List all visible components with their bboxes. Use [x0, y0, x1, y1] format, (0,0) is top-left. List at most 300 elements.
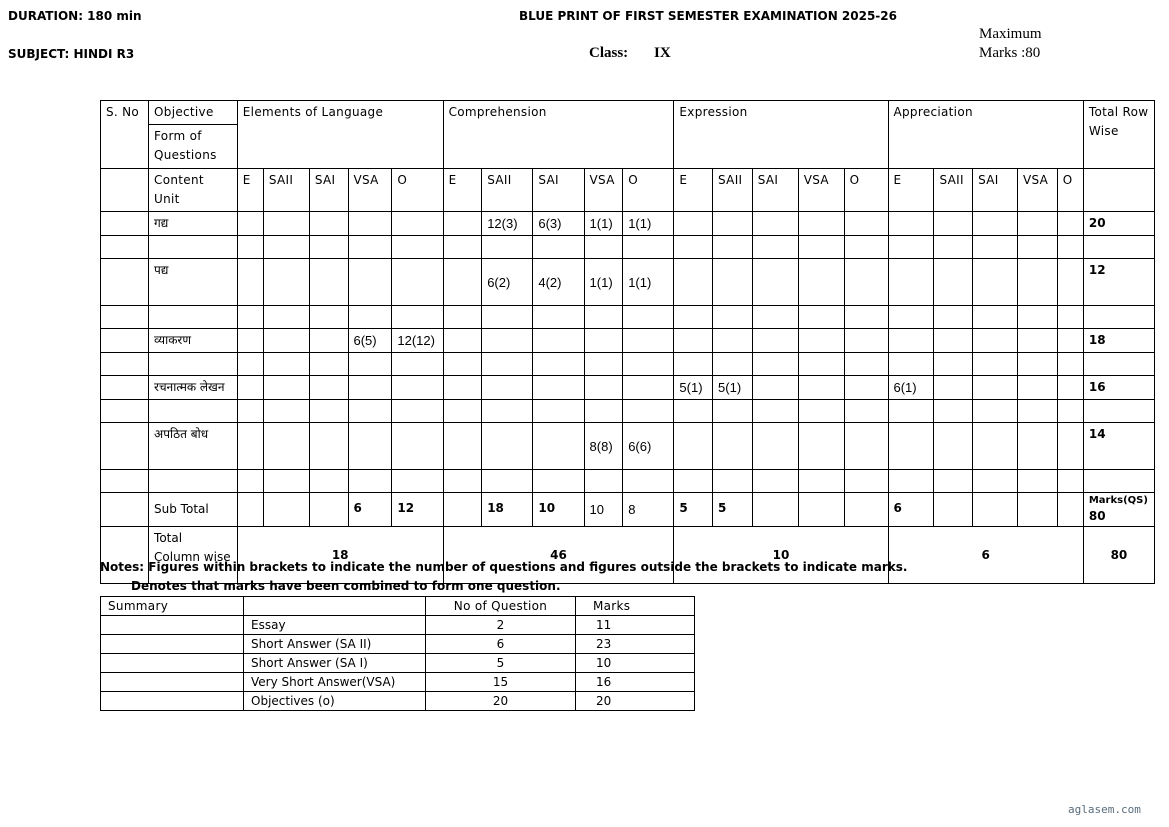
objective-header	[149, 101, 238, 169]
empty-cell	[1057, 353, 1083, 376]
mark-cell: 6(5)	[348, 329, 392, 353]
row-total: 14	[1083, 423, 1154, 470]
subtotal-cell	[798, 493, 844, 527]
no-of-question-header: No of Question	[426, 597, 576, 616]
empty-cell	[443, 470, 482, 493]
empty-cell	[533, 400, 584, 423]
mark-cell	[237, 423, 263, 470]
section-total-elements-of-language: 18	[237, 527, 443, 584]
empty-cell	[888, 400, 934, 423]
mark-cell	[1057, 376, 1083, 400]
empty-cell	[623, 236, 674, 259]
row-total: 12	[1083, 259, 1154, 306]
subcol-header-vsa: VSA	[348, 169, 392, 212]
empty-cell	[888, 306, 934, 329]
mark-cell: 6(3)	[533, 212, 584, 236]
empty-cell	[482, 236, 533, 259]
section-total-comprehension: 46	[443, 527, 674, 584]
mark-cell	[798, 259, 844, 306]
empty-cell	[1083, 353, 1154, 376]
empty-cell	[482, 306, 533, 329]
row-total: 20	[1083, 212, 1154, 236]
summary-header-row	[101, 597, 695, 616]
empty-cell	[752, 400, 798, 423]
mark-cell	[533, 423, 584, 470]
mark-cell	[482, 376, 533, 400]
sno-cell	[101, 259, 149, 306]
empty-cell	[844, 306, 888, 329]
mark-cell	[1057, 259, 1083, 306]
section-header-appreciation: Appreciation	[888, 101, 1083, 169]
empty-cell	[392, 400, 443, 423]
total-column-row	[101, 527, 1155, 584]
spacer-row	[101, 400, 1155, 423]
mark-cell	[392, 376, 443, 400]
empty-cell	[309, 306, 348, 329]
summary-table	[100, 596, 695, 711]
sno-cell	[101, 493, 149, 527]
empty-cell	[934, 400, 973, 423]
subtotal-cell: 6	[888, 493, 934, 527]
subtotal-cell: 5	[713, 493, 753, 527]
sno-cell	[101, 376, 149, 400]
empty-cell	[973, 236, 1018, 259]
empty-cell	[533, 353, 584, 376]
mark-cell	[443, 423, 482, 470]
summary-blank-cell	[101, 692, 244, 711]
empty-cell	[101, 353, 149, 376]
subtotal-cell: 8	[623, 493, 674, 527]
subcol-header-vsa: VSA	[798, 169, 844, 212]
empty-cell	[1057, 400, 1083, 423]
empty-cell	[237, 236, 263, 259]
subtotal-label: Sub Total	[149, 493, 238, 527]
subtotal-cell	[443, 493, 482, 527]
empty-cell	[584, 353, 623, 376]
empty-cell	[584, 470, 623, 493]
mark-cell	[237, 376, 263, 400]
empty-cell	[101, 400, 149, 423]
class-label: Class:	[589, 45, 629, 61]
mark-cell	[1018, 423, 1058, 470]
content-unit-label: रचनात्मक लेखन	[149, 376, 238, 400]
summary-row	[101, 673, 695, 692]
empty-cell	[844, 236, 888, 259]
empty-cell	[1018, 400, 1058, 423]
mark-cell	[973, 259, 1018, 306]
subtotal-cell	[1057, 493, 1083, 527]
spacer-row	[101, 353, 1155, 376]
empty-cell	[888, 236, 934, 259]
mark-cell	[973, 423, 1018, 470]
empty-cell	[1057, 236, 1083, 259]
sno-cell	[101, 423, 149, 470]
empty-cell	[309, 353, 348, 376]
mark-cell	[392, 259, 443, 306]
subtotal-cell	[844, 493, 888, 527]
grand-total: 80	[1083, 527, 1154, 584]
subtotal-cell	[1018, 493, 1058, 527]
question-type: Essay	[244, 616, 426, 635]
max-marks-line2: Marks :80	[979, 45, 1041, 61]
form-of-questions-label: Form of Questions	[154, 129, 217, 162]
subtotal-cell: 5	[674, 493, 713, 527]
spacer-row	[101, 236, 1155, 259]
sno-cell	[101, 212, 149, 236]
empty-cell	[973, 306, 1018, 329]
mark-cell	[798, 376, 844, 400]
empty-cell	[443, 400, 482, 423]
empty-cell	[392, 470, 443, 493]
mark-cell	[844, 259, 888, 306]
question-marks: 20	[576, 692, 695, 711]
empty-cell	[973, 470, 1018, 493]
mark-cell	[844, 329, 888, 353]
subcol-header-saii: SAII	[263, 169, 309, 212]
mark-cell	[713, 212, 753, 236]
mark-cell	[237, 259, 263, 306]
content-row	[101, 212, 1155, 236]
mark-cell	[973, 212, 1018, 236]
marks-qs-value: 80	[1088, 509, 1106, 523]
mark-cell	[888, 329, 934, 353]
mark-cell	[752, 329, 798, 353]
empty-cell	[263, 470, 309, 493]
subtotal-cell: 10	[533, 493, 584, 527]
empty-cell	[674, 470, 713, 493]
empty-cell	[482, 400, 533, 423]
mark-cell	[844, 423, 888, 470]
subcol-header-sai: SAI	[752, 169, 798, 212]
summary-header: Summary	[101, 597, 244, 616]
empty-cell	[973, 400, 1018, 423]
empty-cell	[149, 236, 238, 259]
mark-cell	[973, 329, 1018, 353]
mark-cell	[623, 376, 674, 400]
subject-label: SUBJECT: HINDI R3	[8, 47, 135, 61]
question-type: Short Answer (SA II)	[244, 635, 426, 654]
empty-cell	[348, 470, 392, 493]
question-type: Objectives (o)	[244, 692, 426, 711]
duration-label: DURATION: 180 min	[8, 9, 142, 23]
subheader-row	[101, 169, 1155, 212]
empty-cell	[533, 236, 584, 259]
empty-cell	[482, 470, 533, 493]
empty-cell	[973, 353, 1018, 376]
mark-cell	[674, 423, 713, 470]
marks-header: Marks	[576, 597, 695, 616]
empty-cell	[934, 236, 973, 259]
question-count: 20	[426, 692, 576, 711]
empty-cell	[752, 236, 798, 259]
empty-cell	[101, 470, 149, 493]
empty-cell	[584, 236, 623, 259]
sno-header: S. No	[101, 101, 149, 169]
subtotal-cell	[309, 493, 348, 527]
question-type: Very Short Answer(VSA)	[244, 673, 426, 692]
mark-cell	[1057, 329, 1083, 353]
mark-cell: 1(1)	[623, 259, 674, 306]
section-total-appreciation: 6	[888, 527, 1083, 584]
subtotal-cell	[263, 493, 309, 527]
content-unit-label: गद्य	[149, 212, 238, 236]
empty-cell	[309, 470, 348, 493]
mark-cell	[934, 259, 973, 306]
empty-cell	[888, 353, 934, 376]
empty-cell	[1083, 306, 1154, 329]
mark-cell	[309, 376, 348, 400]
mark-cell	[443, 376, 482, 400]
summary-row	[101, 654, 695, 673]
empty-cell	[752, 353, 798, 376]
subcol-header-saii: SAII	[713, 169, 753, 212]
mark-cell	[263, 423, 309, 470]
watermark: aglasem.com	[1068, 803, 1141, 816]
empty-cell	[237, 470, 263, 493]
empty-cell	[443, 236, 482, 259]
summary-header-blank	[244, 597, 426, 616]
empty-cell	[713, 400, 753, 423]
mark-cell	[309, 423, 348, 470]
content-unit-label: व्याकरण	[149, 329, 238, 353]
empty-cell	[674, 306, 713, 329]
max-marks-line1: Maximum	[979, 26, 1042, 42]
empty-cell	[934, 470, 973, 493]
mark-cell: 1(1)	[623, 212, 674, 236]
sno-cell	[101, 169, 149, 212]
mark-cell	[674, 259, 713, 306]
empty-cell	[309, 236, 348, 259]
mark-cell	[934, 423, 973, 470]
mark-cell	[752, 423, 798, 470]
summary-blank-cell	[101, 654, 244, 673]
empty-cell	[348, 353, 392, 376]
mark-cell	[888, 259, 934, 306]
mark-cell	[623, 329, 674, 353]
empty-cell	[752, 470, 798, 493]
mark-cell	[309, 329, 348, 353]
mark-cell: 6(6)	[623, 423, 674, 470]
content-unit-label: अपठित बोध	[149, 423, 238, 470]
mark-cell	[309, 259, 348, 306]
mark-cell	[263, 212, 309, 236]
subcol-header-vsa: VSA	[584, 169, 623, 212]
mark-cell	[713, 423, 753, 470]
subtotal-cell: 12	[392, 493, 443, 527]
sno-cell	[101, 527, 149, 584]
mark-cell	[584, 376, 623, 400]
mark-cell	[443, 329, 482, 353]
mark-cell	[798, 423, 844, 470]
empty-cell	[713, 236, 753, 259]
empty-cell	[623, 353, 674, 376]
total-row-wise-header: Total Row Wise	[1083, 101, 1154, 169]
mark-cell	[263, 329, 309, 353]
empty-cell	[623, 470, 674, 493]
empty-cell	[443, 306, 482, 329]
subcol-header-e: E	[674, 169, 713, 212]
subcol-header-o: O	[844, 169, 888, 212]
question-marks: 16	[576, 673, 695, 692]
empty-cell	[584, 306, 623, 329]
row-total: 16	[1083, 376, 1154, 400]
empty-cell	[309, 400, 348, 423]
question-count: 15	[426, 673, 576, 692]
empty-cell	[443, 353, 482, 376]
empty-cell	[623, 400, 674, 423]
mark-cell	[674, 329, 713, 353]
empty-cell	[237, 353, 263, 376]
empty-cell	[1018, 236, 1058, 259]
mark-cell: 1(1)	[584, 259, 623, 306]
empty-cell	[348, 400, 392, 423]
mark-cell: 6(1)	[888, 376, 934, 400]
notes-line-2: Denotes that marks have been combined to form one question.	[131, 579, 561, 593]
mark-cell	[888, 423, 934, 470]
total-column-label: Total Column wise	[149, 527, 238, 584]
mark-cell	[482, 423, 533, 470]
content-row	[101, 329, 1155, 353]
empty-cell	[263, 306, 309, 329]
empty-cell	[798, 470, 844, 493]
mark-cell	[263, 376, 309, 400]
empty-cell	[888, 470, 934, 493]
subcol-header-o: O	[392, 169, 443, 212]
summary-row	[101, 692, 695, 711]
mark-cell	[713, 329, 753, 353]
mark-cell	[309, 212, 348, 236]
subcol-header-sai: SAI	[533, 169, 584, 212]
empty-cell	[1057, 470, 1083, 493]
empty-cell	[674, 400, 713, 423]
empty-cell	[798, 236, 844, 259]
mark-cell	[844, 212, 888, 236]
subcol-header-e: E	[443, 169, 482, 212]
empty-cell	[713, 353, 753, 376]
total-cell	[1083, 169, 1154, 212]
empty-cell	[844, 400, 888, 423]
empty-cell	[1018, 353, 1058, 376]
subcol-header-o: O	[623, 169, 674, 212]
sno-cell	[101, 329, 149, 353]
mark-cell	[348, 376, 392, 400]
class-value: IX	[654, 45, 671, 61]
content-row	[101, 376, 1155, 400]
section-total-expression: 10	[674, 527, 888, 584]
blueprint-table	[100, 100, 1155, 584]
mark-cell	[392, 212, 443, 236]
mark-cell	[934, 212, 973, 236]
mark-cell	[263, 259, 309, 306]
empty-cell	[392, 236, 443, 259]
summary-row	[101, 616, 695, 635]
empty-cell	[798, 400, 844, 423]
empty-cell	[844, 470, 888, 493]
summary-blank-cell	[101, 673, 244, 692]
subcol-header-saii: SAII	[482, 169, 533, 212]
empty-cell	[1018, 470, 1058, 493]
subtotal-cell	[934, 493, 973, 527]
mark-cell	[1018, 212, 1058, 236]
empty-cell	[392, 353, 443, 376]
empty-cell	[149, 353, 238, 376]
subtotal-cell	[237, 493, 263, 527]
subtotal-cell	[973, 493, 1018, 527]
subtotal-cell: 18	[482, 493, 533, 527]
subtotal-row	[101, 493, 1155, 527]
section-header-elements-of-language: Elements of Language	[237, 101, 443, 169]
mark-cell	[348, 212, 392, 236]
subtotal-cell: 6	[348, 493, 392, 527]
objective-label: Objective	[149, 101, 237, 125]
mark-cell	[1057, 212, 1083, 236]
spacer-row	[101, 470, 1155, 493]
spacer-row	[101, 306, 1155, 329]
empty-cell	[798, 353, 844, 376]
empty-cell	[237, 400, 263, 423]
empty-cell	[149, 306, 238, 329]
subcol-header-e: E	[888, 169, 934, 212]
empty-cell	[263, 353, 309, 376]
empty-cell	[392, 306, 443, 329]
content-row	[101, 259, 1155, 306]
subcol-header-sai: SAI	[309, 169, 348, 212]
mark-cell	[752, 212, 798, 236]
mark-cell	[348, 423, 392, 470]
empty-cell	[533, 306, 584, 329]
mark-cell	[392, 423, 443, 470]
mark-cell	[533, 376, 584, 400]
empty-cell	[934, 353, 973, 376]
empty-cell	[752, 306, 798, 329]
question-marks: 11	[576, 616, 695, 635]
empty-cell	[348, 306, 392, 329]
mark-cell	[482, 329, 533, 353]
empty-cell	[1083, 470, 1154, 493]
summary-blank-cell	[101, 635, 244, 654]
mark-cell	[798, 329, 844, 353]
mark-cell	[1018, 376, 1058, 400]
notes-line-1: Notes: Figures within brackets to indicate the number of questions and figures outside the brackets to indicate marks.	[100, 560, 908, 574]
empty-cell	[1018, 306, 1058, 329]
mark-cell	[934, 376, 973, 400]
summary-row	[101, 635, 695, 654]
empty-cell	[623, 306, 674, 329]
mark-cell	[713, 259, 753, 306]
empty-cell	[149, 400, 238, 423]
mark-cell: 8(8)	[584, 423, 623, 470]
subtotal-cell: 10	[584, 493, 623, 527]
question-marks: 23	[576, 635, 695, 654]
summary-blank-cell	[101, 616, 244, 635]
empty-cell	[798, 306, 844, 329]
empty-cell	[584, 400, 623, 423]
section-header-comprehension: Comprehension	[443, 101, 674, 169]
empty-cell	[149, 470, 238, 493]
subcol-header-saii: SAII	[934, 169, 973, 212]
subtotal-cell	[752, 493, 798, 527]
document-title: BLUE PRINT OF FIRST SEMESTER EXAMINATION 2025-26	[519, 9, 897, 23]
empty-cell	[844, 353, 888, 376]
question-type: Short Answer (SA I)	[244, 654, 426, 673]
empty-cell	[934, 306, 973, 329]
subcol-header-e: E	[237, 169, 263, 212]
mark-cell	[844, 376, 888, 400]
empty-cell	[348, 236, 392, 259]
subtotal-marks-cell	[1083, 493, 1154, 527]
mark-cell	[798, 212, 844, 236]
mark-cell: 6(2)	[482, 259, 533, 306]
